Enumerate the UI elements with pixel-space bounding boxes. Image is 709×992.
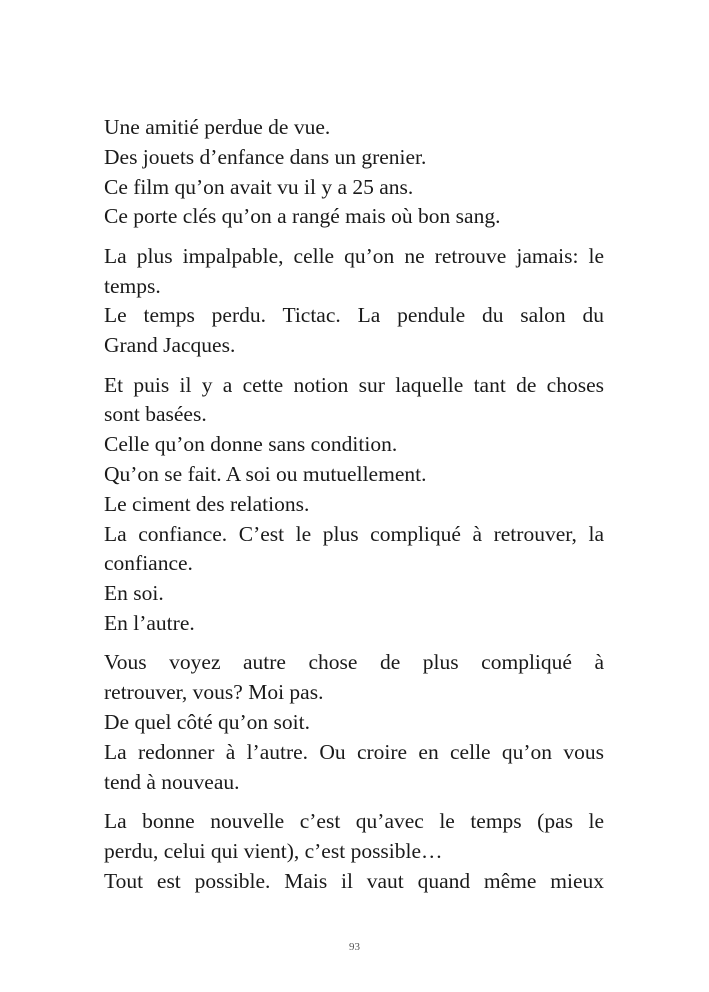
text-line: Grand Jacques. xyxy=(104,333,236,358)
text-line: Vous voyez autre chose de plus compliqué à xyxy=(104,650,604,675)
paragraph xyxy=(104,807,604,896)
paragraph xyxy=(104,371,604,639)
text-line: sont basées. xyxy=(104,402,207,427)
text-line: La plus impalpable, celle qu’on ne retrouve jamais: le xyxy=(104,243,604,268)
text-line: Ce film qu’on avait vu il y a 25 ans. xyxy=(104,174,414,199)
text-line: La bonne nouvelle c’est qu’avec le temps (pas le xyxy=(104,808,604,833)
paragraph xyxy=(104,648,604,797)
text-line: Tout est possible. Mais il vaut quand même mieux xyxy=(104,868,604,893)
text-line: confiance. xyxy=(104,551,193,576)
text-line: Qu’on se fait. A soi ou mutuellement. xyxy=(104,461,427,486)
text-line: retrouver, vous? Moi pas. xyxy=(104,680,324,705)
text-line: temps. xyxy=(104,273,161,298)
text-line: tend à nouveau. xyxy=(104,769,240,794)
text-line: La redonner à l’autre. Ou croire en celle qu’on vous xyxy=(104,739,604,764)
text-line: Et puis il y a cette notion sur laquelle tant de choses xyxy=(104,372,604,397)
text-line: Ce porte clés qu’on a rangé mais où bon sang. xyxy=(104,204,501,229)
text-line: perdu, celui qui vient), c’est possible… xyxy=(104,838,443,863)
text-line: En l’autre. xyxy=(104,610,195,635)
text-line: Une amitié perdue de vue. xyxy=(104,115,331,139)
text-column xyxy=(104,113,604,906)
page-number: 93 xyxy=(349,941,360,953)
text-line: En soi. xyxy=(104,581,164,606)
text-line: Celle qu’on donne sans condition. xyxy=(104,432,398,457)
text-line: De quel côté qu’on soit. xyxy=(104,709,310,734)
text-line: Le ciment des relations. xyxy=(104,491,310,516)
text-line: Des jouets d’enfance dans un grenier. xyxy=(104,144,427,169)
text-line: Le temps perdu. Tictac. La pendule du salon du xyxy=(104,303,604,328)
paragraph xyxy=(104,242,604,361)
paragraph xyxy=(104,113,604,232)
text-line: La confiance. C’est le plus compliqué à retrouver, la xyxy=(104,521,604,546)
